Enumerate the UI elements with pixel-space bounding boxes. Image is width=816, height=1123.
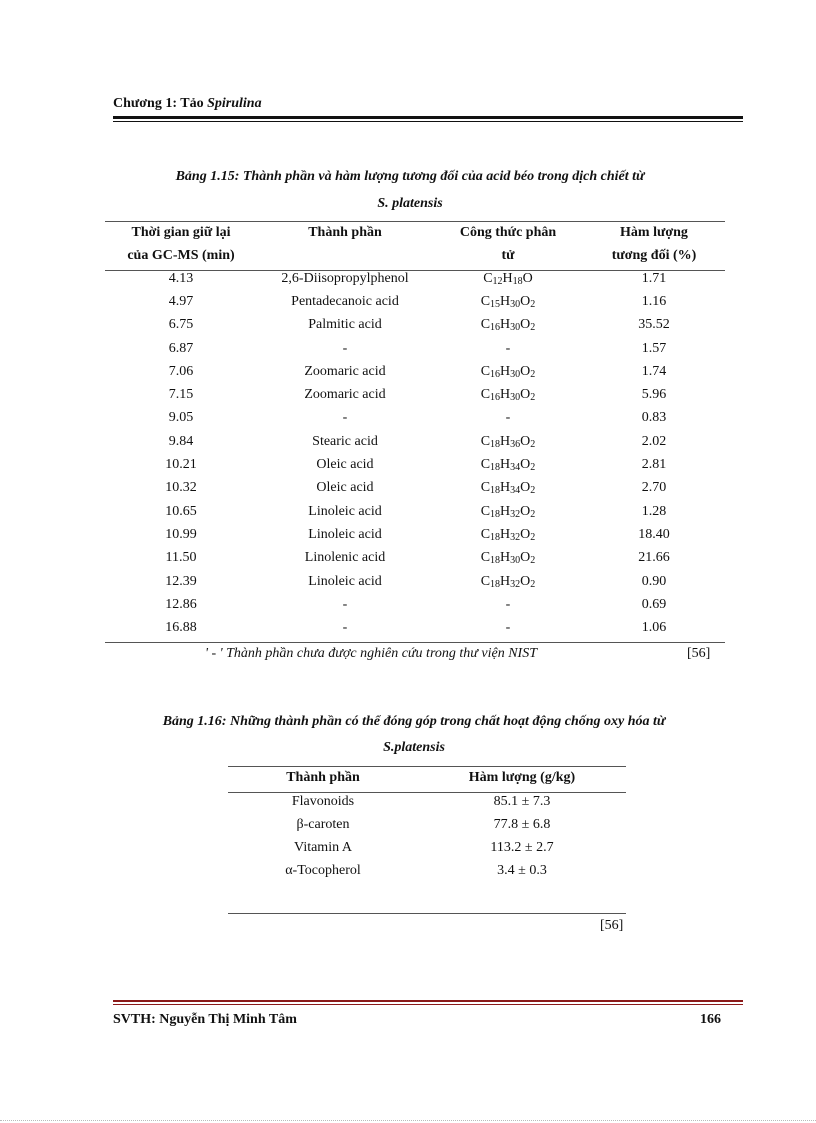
table1-body	[105, 267, 725, 640]
table2-cell-value: 85.1 ± 7.3	[493, 793, 551, 809]
table1-row	[105, 453, 725, 476]
table2-caption-line2	[84, 735, 744, 761]
table1-cell-component: Linoleic acid	[308, 573, 382, 589]
table1-row	[105, 314, 725, 337]
table1-reference: [56]	[687, 646, 711, 661]
table1-cell-formula: -	[505, 410, 511, 426]
table1-cell-value: 1.57	[641, 340, 667, 356]
table1-cell-formula: $C_{18}H_{32}O_2$	[480, 573, 536, 590]
table1-cell-component: Oleic acid	[316, 480, 374, 496]
table1-cell-component: Stearic acid	[312, 433, 378, 449]
table1-cell-component: Linolenic acid	[304, 550, 386, 566]
table1-cell-component: -	[342, 410, 348, 426]
table1-cell-time: 4.97	[168, 293, 194, 309]
table1-cell-formula: $C_{16}H_{30}O_2$	[480, 387, 536, 404]
table1-cell-time: 7.06	[168, 363, 194, 379]
table2-body	[228, 790, 626, 882]
table1-cell-value: 21.66	[638, 550, 670, 566]
table1-cell-time: 10.99	[165, 526, 197, 542]
table2-cell-value: 3.4 ± 0.3	[497, 862, 547, 878]
table1-cell-formula: $C_{18}H_{30}O_2$	[480, 550, 536, 567]
table1-cell-component: Linoleic acid	[308, 503, 382, 519]
header-italic: Spirulina	[207, 96, 262, 111]
table1-header-row-1	[105, 221, 725, 244]
table1-cell-time: 12.86	[165, 596, 197, 612]
table1-cell-value: 1.06	[641, 620, 667, 636]
table1-cell-value: 0.83	[641, 410, 667, 426]
table1-header-empty	[257, 244, 433, 267]
table1-cell-time: 9.84	[168, 433, 194, 449]
table2-cell-component: β-caroten	[296, 816, 350, 832]
table2-row	[228, 790, 626, 813]
table2-caption-prefix: Bảng 1.16	[162, 714, 222, 729]
table1-cell-formula: $C_{16}H_{30}O_2$	[480, 363, 536, 380]
table2-caption-rest: : Những thành phần có thể đóng góp trong chất hoạt động chống oxy hóa từ	[221, 714, 666, 729]
table1-row	[105, 547, 725, 570]
table1-cell-component: -	[342, 620, 348, 636]
table1-cell-formula: $C_{18}H_{32}O_2$	[480, 526, 536, 543]
table1-cell-value: 2.70	[641, 480, 667, 496]
table1-cell-component: Zoomaric acid	[304, 363, 386, 379]
table1-cell-time: 6.75	[168, 317, 194, 333]
table1-row	[105, 337, 725, 360]
table1-cell-value: 18.40	[638, 526, 670, 542]
table1-cell-component: Zoomaric acid	[304, 387, 386, 403]
table1-cell-component: -	[342, 340, 348, 356]
table1-cell-time: 6.87	[168, 340, 194, 356]
table1-bottom-rule	[105, 642, 725, 643]
table2-cell-value: 77.8 ± 6.8	[493, 816, 551, 832]
table2-header-row	[228, 766, 626, 790]
table1-cell-time: 16.88	[165, 620, 197, 636]
footer-rule-thick	[113, 1000, 743, 1002]
table1-cell-formula: $C_{18}H_{34}O_2$	[480, 480, 536, 497]
table1-cell-time: 11.50	[165, 550, 197, 566]
table1-header-value-2: tương đối (%)	[611, 247, 697, 263]
table1-header-time-1: Thời gian giữ lại	[131, 224, 231, 240]
table1-cell-component: Linoleic acid	[308, 526, 382, 542]
table1-cell-formula: $C_{18}H_{32}O_2$	[480, 503, 536, 520]
table1-header-time-2: của GC-MS (min)	[127, 247, 235, 263]
table2-row	[228, 813, 626, 836]
table1-cell-value: 1.71	[641, 270, 667, 286]
table2-cell-component: α-Tocopherol	[285, 862, 361, 878]
table1-cell-formula: -	[505, 620, 511, 636]
table1-cell-component: Pentadecanoic acid	[291, 293, 399, 309]
table1-header-formula-2: tử	[501, 247, 515, 263]
table1-header-row-2	[105, 244, 725, 267]
table1-header-rule	[105, 270, 725, 271]
table1-row	[105, 500, 725, 523]
table1-cell-formula: -	[505, 596, 511, 612]
table2-header-rule	[228, 792, 626, 793]
table1-cell-value: 2.02	[641, 433, 667, 449]
table1-cell-value: 1.74	[641, 363, 667, 379]
table2	[228, 766, 626, 882]
table1-cell-time: 10.65	[165, 503, 197, 519]
footer-rule-thin	[113, 1004, 743, 1005]
table1-cell-time: 7.15	[168, 387, 194, 403]
table1-cell-component: -	[342, 596, 348, 612]
table1-header-value-1: Hàm lượng	[620, 224, 688, 240]
table1-cell-time: 10.21	[165, 457, 197, 473]
table1-cell-value: 1.16	[641, 293, 667, 309]
header-rule-thin	[113, 121, 743, 122]
table1-cell-value: 1.28	[641, 503, 667, 519]
table1-cell-value: 0.90	[641, 573, 667, 589]
page-header	[113, 96, 262, 112]
table1-cell-time: 12.39	[165, 573, 197, 589]
table1-cell-time: 10.32	[165, 480, 197, 496]
page-number: 166	[700, 1012, 721, 1027]
table1-cell-formula: $C_{15}H_{30}O_2$	[480, 293, 536, 310]
table1-row	[105, 430, 725, 453]
table1-caption-line1: Bảng 1.15: Thành phần và hàm lượng tương đối của acid béo trong dịch chiết từ	[175, 169, 645, 184]
header-rule-thick	[113, 116, 743, 119]
table1-cell-formula: $C_{16}H_{30}O_2$	[480, 317, 536, 334]
table1-header-formula-1: Công thức phân	[459, 224, 557, 240]
table2-row	[228, 836, 626, 859]
table2-reference: [56]	[600, 918, 624, 933]
table1-cell-value: 35.52	[638, 317, 670, 333]
table1-cell-formula: $C_{18}H_{36}O_2$	[480, 433, 536, 450]
table2-caption-line1	[84, 709, 744, 735]
table1-row	[105, 616, 725, 639]
table1-row	[105, 383, 725, 406]
table2-row	[228, 859, 626, 882]
table1-cell-time: 9.05	[168, 410, 194, 426]
table1-row	[105, 523, 725, 546]
table1-row	[105, 290, 725, 313]
table1-cell-value: 5.96	[641, 387, 667, 403]
footer-author: SVTH: Nguyễn Thị Minh Tâm	[113, 1012, 297, 1027]
table2-bottom-rule	[228, 913, 626, 914]
table1-caption-line2: S. platensis	[377, 196, 443, 211]
table1-cell-component: Oleic acid	[316, 457, 374, 473]
table1-row	[105, 570, 725, 593]
table1-header-component: Thành phần	[308, 224, 382, 240]
table1-cell-time: 4.13	[168, 270, 194, 286]
table2-cell-component: Flavonoids	[291, 793, 355, 809]
table2-cell-component: Vitamin A	[294, 839, 352, 855]
table1-cell-value: 2.81	[641, 457, 667, 473]
table1-cell-component: 2,6-Diisopropylphenol	[281, 270, 409, 286]
table1	[105, 221, 725, 640]
table1-cell-formula: -	[505, 340, 511, 356]
table2-caption-species: S.platensis	[383, 740, 445, 755]
table2-cell-value: 113.2 ± 2.7	[490, 839, 554, 855]
table1-cell-formula: $C_{18}H_{34}O_2$	[480, 457, 536, 474]
table1-cell-formula: $C_{12}H_{18}O$	[483, 270, 533, 287]
table1-row	[105, 407, 725, 430]
table1-note: ' - ' Thành phần chưa được nghiên cứu trong thư viện NIST	[205, 646, 538, 661]
table1-cell-component: Palmitic acid	[308, 317, 382, 333]
table1-row	[105, 477, 725, 500]
table2-header-component: Thành phần	[286, 770, 360, 785]
header-prefix: Chương 1: Tảo	[113, 96, 208, 111]
table1-cell-value: 0.69	[641, 596, 667, 612]
table2-header-value: Hàm lượng (g/kg)	[468, 770, 576, 785]
table1-row	[105, 593, 725, 616]
page-bottom-dotted-border	[0, 1120, 816, 1121]
table1-row	[105, 360, 725, 383]
